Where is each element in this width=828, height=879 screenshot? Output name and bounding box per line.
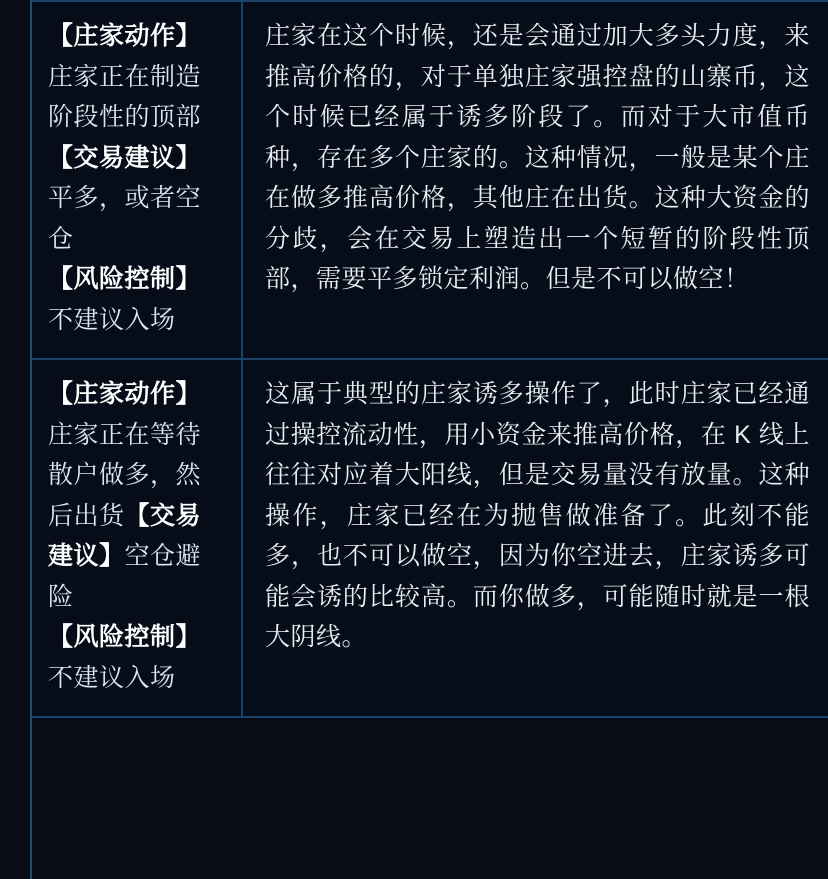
action-label-tag: 【风险控制】 — [48, 623, 202, 651]
table-body — [32, 1, 828, 717]
description-text-row-1: 这属于典型的庄家诱多操作了，此时庄家已经通过操控流动性，用小资金来推高价格，在 K 线上往往对应着大阳线，但是交易量没有放量。这种操作，庄家已经在为抛售做准备了。此刻不能多，也不可以做空，因为你空进去，庄家诱多可能会诱的比较高。而你做多，可能随时就是一根大阴线。 — [265, 380, 810, 651]
action-label-tag: 【庄家动作】 — [48, 22, 202, 50]
action-label-tag: 【风险控制】 — [48, 265, 202, 293]
action-label-tag: 【庄家动作】 — [48, 380, 202, 408]
action-label-text: 庄家正在制造阶段性的顶部 — [48, 62, 202, 131]
action-label-text: 不建议入场 — [48, 305, 176, 334]
next-row-edge — [30, 867, 828, 879]
action-label-text: 平多，或者空仓 — [48, 184, 202, 253]
cell-description — [242, 1, 828, 359]
action-label-text: 庄家正在等待散户做多，然后出货 — [48, 420, 202, 530]
table-container — [30, 0, 828, 879]
table-row — [32, 359, 828, 717]
cell-description — [242, 359, 828, 717]
table-row — [32, 1, 828, 359]
cell-action — [32, 359, 242, 717]
action-label-tag: 【交易建议】 — [48, 501, 202, 570]
description-text-row-0: 庄家在这个时候，还是会通过加大多头力度，来推高价格的，对于单独庄家强控盘的山寨币，这个时候已经属于诱多阶段了。而对于大市值币种，存在多个庄家的。这种情况，一般是某个庄在做多推高价格，其他庄在出货。这种大资金的分歧，会在交易上塑造出一个短暂的阶段性顶部，需要平多锁定利润。但是不可以做空！ — [265, 22, 810, 293]
action-label-text: 不建议入场 — [48, 663, 176, 692]
action-text-row-0 — [48, 16, 225, 340]
cell-action — [32, 1, 242, 359]
action-label-text: 空仓避险 — [48, 542, 202, 611]
advice-table — [32, 0, 828, 718]
action-text-row-1 — [48, 374, 225, 698]
action-label-tag: 【交易建议】 — [48, 143, 202, 172]
